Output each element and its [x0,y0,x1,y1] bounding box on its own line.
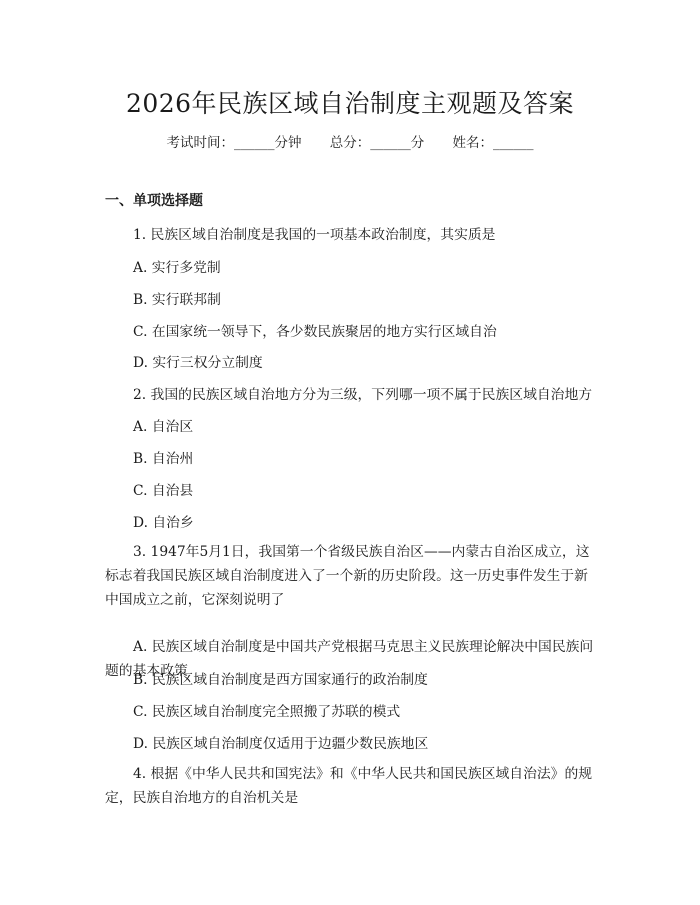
question-3-option-b: B. 民族区域自治制度是西方国家通行的政治制度 [133,672,428,688]
question-1-stem: 1. 民族区域自治制度是我国的一项基本政治制度，其实质是 [133,227,496,243]
question-1-option-b: B. 实行联邦制 [133,292,221,308]
question-1-option-a: A. 实行多党制 [133,260,221,276]
exam-time: 考试时间：______分钟 [166,135,302,151]
question-2-option-b: B. 自治州 [133,451,194,467]
question-3-stem: 3. 1947年5月1日，我国第一个省级民族自治区——内蒙古自治区成立，这标志着我国民族区域自治制度进入了一个新的历史阶段。这一历史事件发生于新中国成立之前，它深刻说明了 [105,544,590,608]
page-title: 2026年民族区域自治制度主观题及答案 [125,89,575,118]
question-2-option-d: D. 自治乡 [133,515,194,531]
question-1-option-c: C. 在国家统一领导下，各少数民族聚居的地方实行区域自治 [133,324,497,340]
student-name: 姓名：______ [452,135,534,151]
question-4-stem: 4. 根据《中华人民共和国宪法》和《中华人民共和国民族区域自治法》的规定，民族自治地方的自治机关是 [105,766,593,806]
question-3-option-d: D. 民族区域自治制度仅适用于边疆少数民族地区 [133,736,429,752]
question-3-option-c: C. 民族区域自治制度完全照搬了苏联的模式 [133,704,401,720]
question-3-option-a: A. 民族区域自治制度是中国共产党根据马克思主义民族理论解决中国民族问题的基本政策 [105,639,594,679]
exam-score: 总分：______分 [329,135,425,151]
question-2-stem: 2. 我国的民族区域自治地方分为三级，下列哪一项不属于民族区域自治地方 [133,387,593,403]
section-heading: 一、单项选择题 [105,193,203,209]
question-2-option-c: C. 自治县 [133,483,194,499]
exam-meta [0,131,700,151]
question-2-option-a: A. 自治区 [133,419,194,435]
question-1-option-d: D. 实行三权分立制度 [133,355,263,371]
